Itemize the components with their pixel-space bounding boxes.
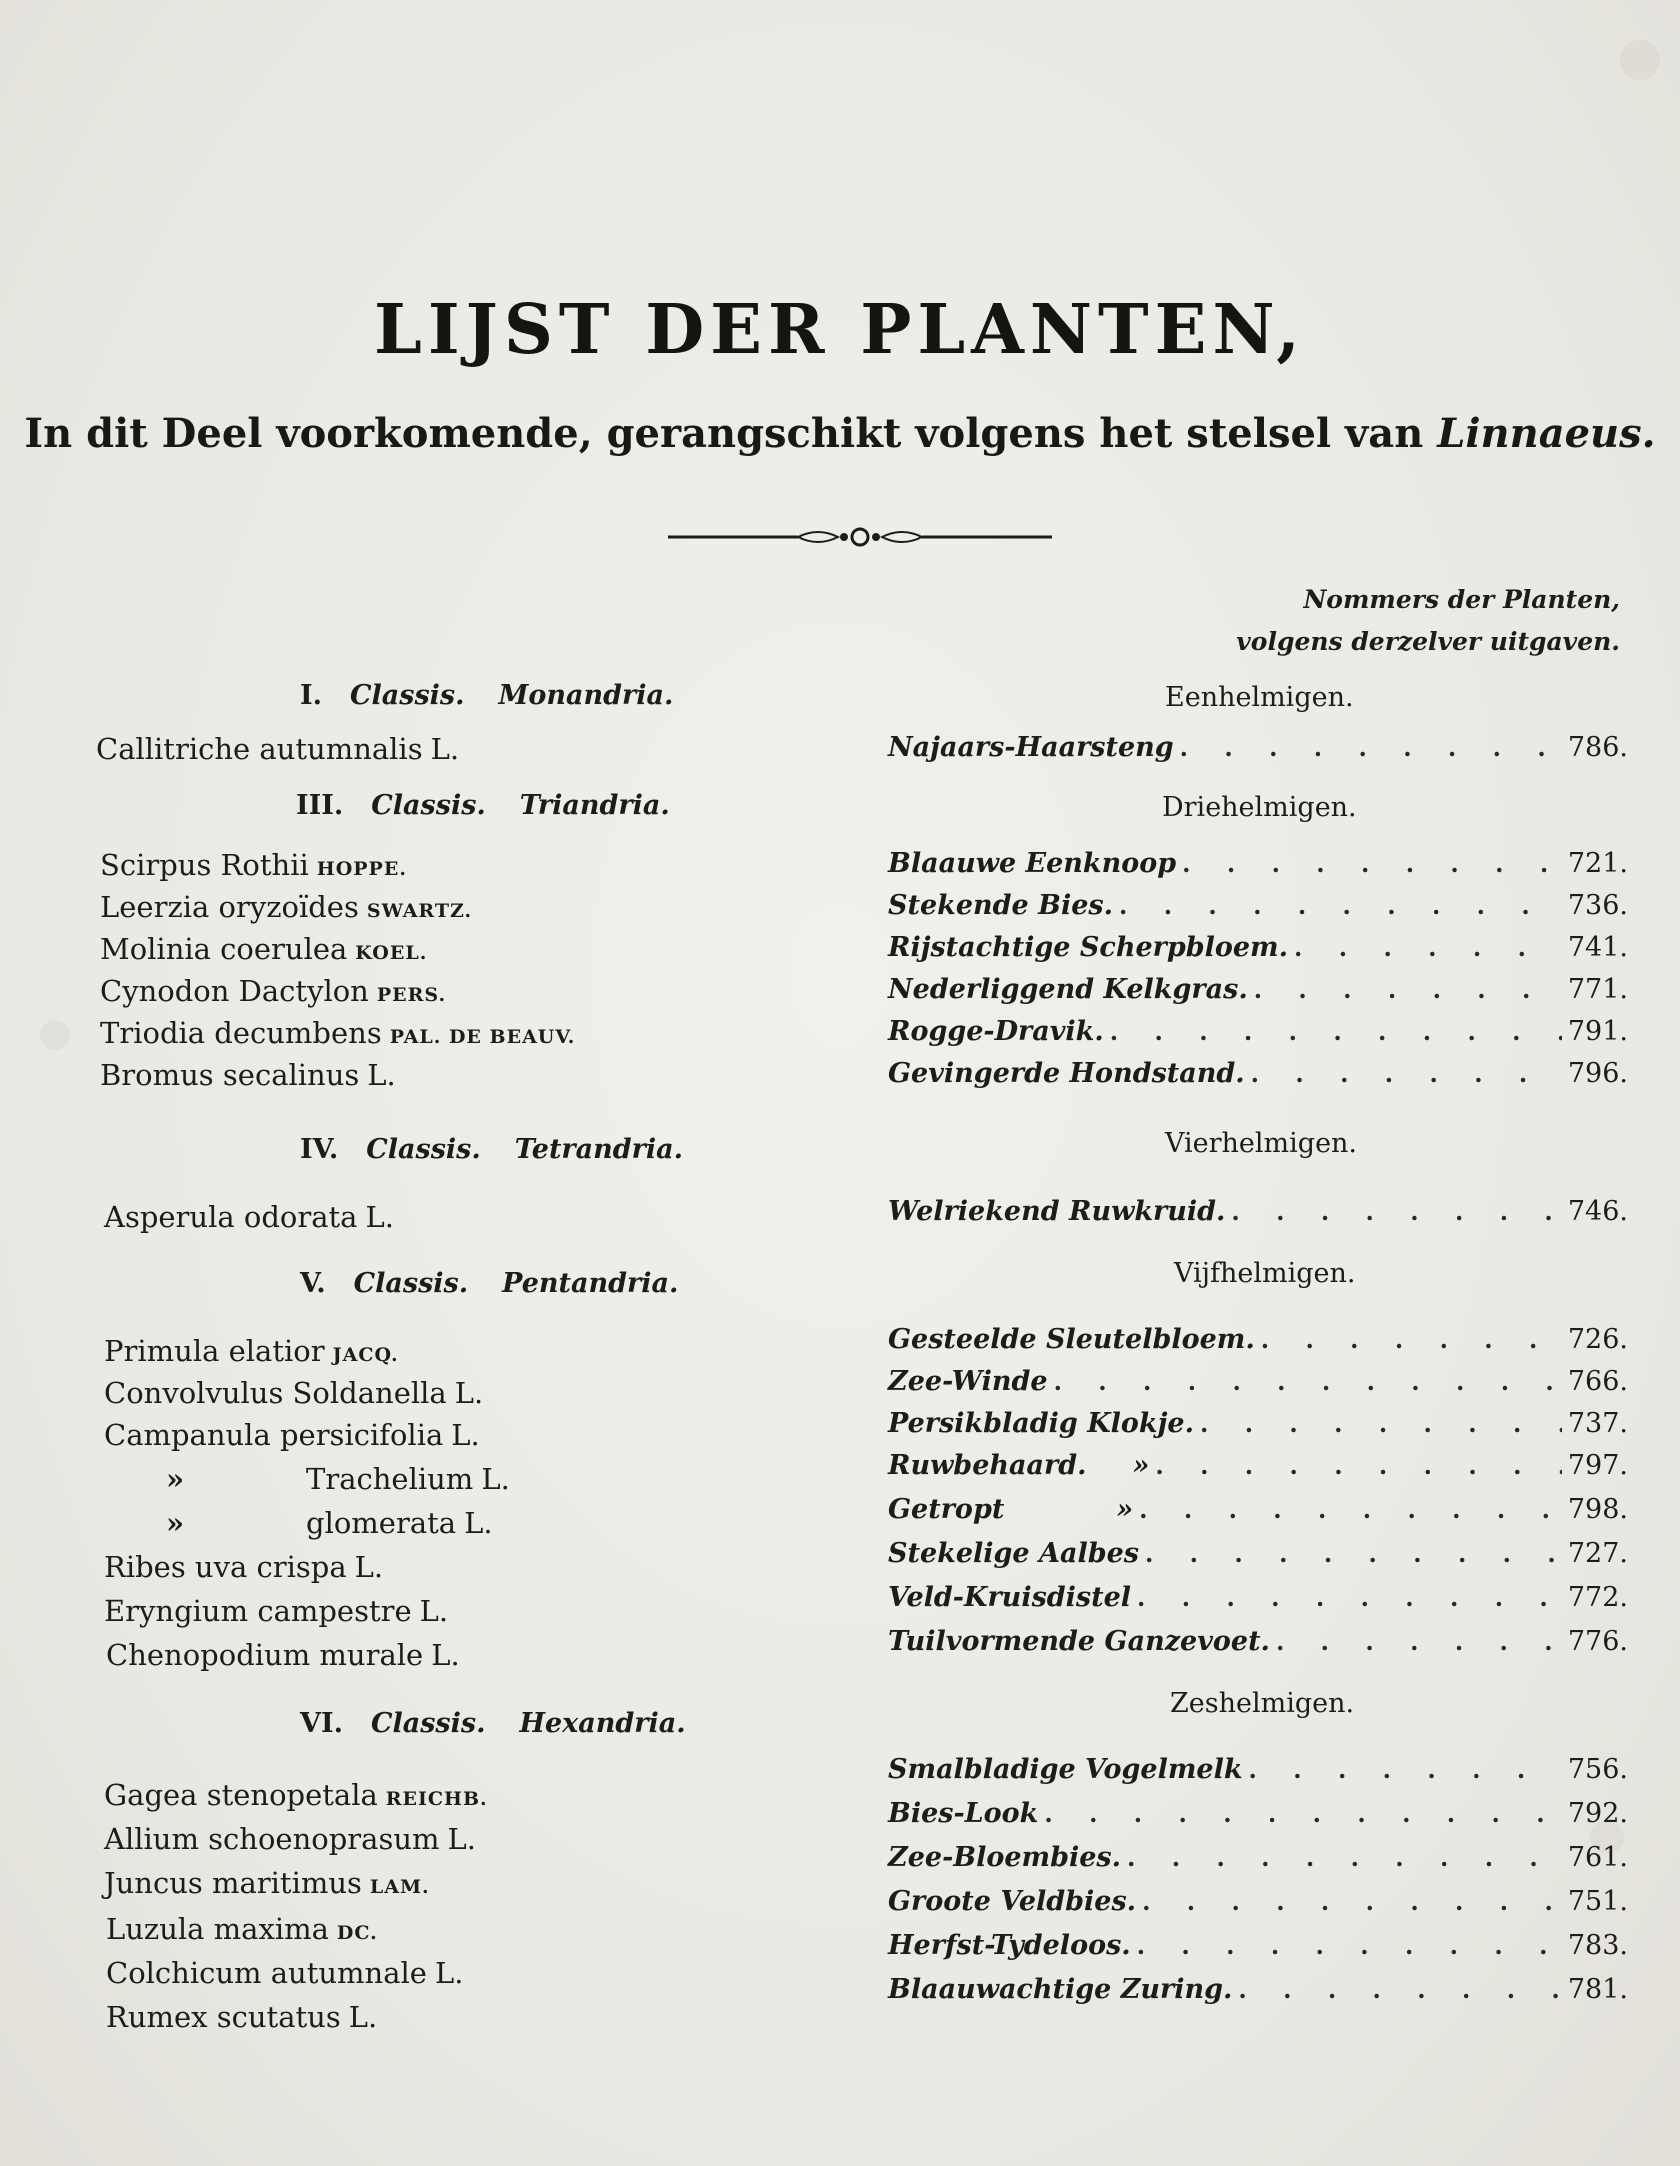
dutch-name: Ruwbehaard.: [888, 1450, 1087, 1481]
plant-number: 796.: [1567, 1058, 1628, 1089]
leader-dots: [1249, 1755, 1562, 1784]
plant-number: 721.: [1567, 848, 1628, 879]
dutch-plant-entry: [888, 1366, 1628, 1406]
classis-name: Hexandria.: [519, 1708, 686, 1739]
dutch-group-heading: Vijfhelmigen.: [1174, 1258, 1356, 1289]
dutch-plant-entry: [888, 1886, 1628, 1926]
plant-author: L.: [365, 1200, 394, 1234]
plant-author: PERS.: [376, 984, 447, 1006]
dutch-group-heading: Driehelmigen.: [1162, 792, 1357, 823]
leader-dots: [1155, 1451, 1562, 1480]
latin-name: Gagea stenopetala: [104, 1778, 378, 1812]
dutch-plant-entry: [888, 1974, 1628, 2014]
leader-dots: [1054, 1367, 1562, 1396]
dutch-plant-entry: [888, 1196, 1628, 1236]
latin-plant-name: [106, 2000, 377, 2034]
dutch-plant-entry: [888, 1450, 1628, 1490]
plant-number: 736.: [1567, 890, 1628, 921]
dutch-plant-entry: [888, 1324, 1628, 1364]
dutch-plant-entry: [888, 1582, 1628, 1622]
latin-plant-name: [100, 848, 407, 882]
dutch-name: Najaars-Haarsteng: [888, 732, 1174, 763]
subtitle-linnaeus: Linnaeus.: [1437, 410, 1656, 457]
leader-dots: [1180, 733, 1562, 762]
latin-plant-name: [104, 1866, 430, 1900]
dutch-group-heading: Vierhelmigen.: [1165, 1128, 1358, 1159]
latin-plant-name: [100, 890, 472, 924]
latin-plant-name: [104, 1418, 480, 1452]
leader-dots: [1238, 1975, 1561, 2004]
ditto-mark: »: [166, 1506, 185, 1540]
classis-number: III.: [296, 790, 344, 821]
page-subtitle: [0, 410, 1680, 457]
plant-author: L.: [451, 1418, 480, 1452]
plant-number: 781.: [1567, 1974, 1628, 2005]
plant-author: HOPPE.: [316, 858, 407, 880]
latin-name: glomerata: [306, 1506, 457, 1540]
dutch-plant-entry: [888, 1058, 1628, 1098]
plant-number: 791.: [1567, 1016, 1628, 1047]
ditto-mark: »: [166, 1462, 185, 1496]
dutch-plant-entry: [888, 1626, 1628, 1666]
classis-name: Pentandria.: [502, 1268, 679, 1299]
classis-number: VI.: [300, 1708, 343, 1739]
leader-dots: [1231, 1197, 1561, 1226]
latin-name: Scirpus Rothii: [100, 848, 309, 882]
column-header-line1: Nommers der Planten,: [1303, 585, 1620, 614]
plant-author: SWARTZ.: [366, 900, 473, 922]
plant-number: 741.: [1567, 932, 1628, 963]
latin-plant-name: [104, 1550, 383, 1584]
dutch-name: Bies-Look: [888, 1798, 1039, 1829]
plant-number: 783.: [1567, 1930, 1628, 1961]
classis-heading: [300, 1268, 678, 1299]
latin-name: Convolvulus Soldanella: [104, 1376, 447, 1410]
dutch-plant-entry: [888, 1016, 1628, 1056]
latin-plant-name: [100, 932, 427, 966]
latin-name: Ribes uva crispa: [104, 1550, 347, 1584]
dutch-plant-entry: [888, 974, 1628, 1014]
dutch-name: Welriekend Ruwkruid.: [888, 1196, 1226, 1227]
latin-plant-name: [104, 1778, 488, 1812]
dutch-name: Tuilvormende Ganzevoet.: [888, 1626, 1270, 1657]
dutch-plant-entry: [888, 1538, 1628, 1578]
latin-name: Leerzia oryzoïdes: [100, 890, 359, 924]
latin-name: Primula elatior: [104, 1334, 325, 1368]
plant-number: 792.: [1567, 1798, 1628, 1829]
page-title: LIJST DER PLANTEN,: [374, 290, 1306, 370]
classis-heading: [300, 1134, 683, 1165]
latin-plant-name: [104, 1594, 448, 1628]
plant-number: 756.: [1567, 1754, 1628, 1785]
classis-word: Classis.: [350, 680, 465, 711]
plant-author: KOEL.: [355, 942, 428, 964]
plant-number: 797.: [1567, 1450, 1628, 1481]
plant-number: 726.: [1567, 1324, 1628, 1355]
leader-dots: [1137, 1583, 1562, 1612]
plant-number: 727.: [1567, 1538, 1628, 1569]
plant-author: L.: [419, 1594, 449, 1628]
latin-plant-name: [104, 1200, 394, 1234]
plant-number: 737.: [1567, 1408, 1628, 1439]
plant-author: L.: [481, 1462, 510, 1496]
classis-word: Classis.: [366, 1134, 481, 1165]
plant-author: L.: [354, 1550, 384, 1584]
dutch-plant-entry: [888, 1408, 1628, 1448]
leader-dots: [1294, 933, 1562, 962]
ornament-divider-icon: [668, 522, 1052, 552]
classis-heading: [296, 790, 670, 821]
plant-number: 766.: [1567, 1366, 1628, 1397]
leader-dots: [1145, 1539, 1562, 1568]
dutch-ditto-mark: »: [1132, 1450, 1150, 1481]
latin-plant-name: [100, 1058, 396, 1092]
latin-name: Trachelium: [306, 1462, 474, 1496]
plant-author: L.: [447, 1822, 476, 1856]
leader-dots: [1254, 975, 1562, 1004]
classis-heading: [300, 680, 673, 711]
classis-name: Tetrandria.: [514, 1134, 684, 1165]
leader-dots: [1127, 1843, 1562, 1872]
subtitle-text: In dit Deel voorkomende, gerangschikt volgens het stelsel van: [24, 410, 1438, 457]
latin-plant-name: [106, 1912, 378, 1946]
dutch-group-heading: Zeshelmigen.: [1170, 1688, 1355, 1719]
dutch-name: Persikbladig Klokje.: [888, 1408, 1194, 1439]
plant-number: 761.: [1567, 1842, 1628, 1873]
plant-author: REICHB.: [385, 1788, 488, 1810]
latin-plant-name: [166, 1462, 510, 1496]
dutch-group-heading: Eenhelmigen.: [1165, 682, 1354, 713]
dutch-plant-entry: [888, 1842, 1628, 1882]
plant-number: 751.: [1567, 1886, 1628, 1917]
latin-name: Asperula odorata: [104, 1200, 358, 1234]
classis-number: V.: [300, 1268, 326, 1299]
classis-word: Classis.: [353, 1268, 469, 1299]
latin-name: Campanula persicifolia: [104, 1418, 444, 1452]
dutch-name: Groote Veldbies.: [888, 1886, 1137, 1917]
dutch-name: Zee-Bloembies.: [888, 1842, 1122, 1873]
dutch-plant-entry: [888, 848, 1628, 888]
latin-name: Callitriche autumnalis: [96, 732, 423, 766]
latin-plant-name: [166, 1506, 493, 1540]
plant-number: 786.: [1567, 732, 1628, 763]
plant-author: LAM.: [369, 1876, 430, 1898]
leader-dots: [1200, 1409, 1562, 1438]
classis-word: Classis.: [370, 1708, 486, 1739]
plant-author: L.: [430, 732, 460, 766]
plant-author: JACQ.: [332, 1344, 399, 1366]
dutch-plant-entry: [888, 732, 1628, 772]
latin-plant-name: [106, 1956, 463, 1990]
classis-number: IV.: [300, 1134, 339, 1165]
dutch-name: Zee-Winde: [888, 1366, 1048, 1397]
leader-dots: [1142, 1887, 1562, 1916]
dutch-plant-entry: [888, 1930, 1628, 1970]
dutch-plant-entry: [888, 1494, 1628, 1534]
latin-name: Allium schoenoprasum: [104, 1822, 440, 1856]
latin-plant-name: [106, 1638, 460, 1672]
leader-dots: [1137, 1931, 1562, 1960]
dutch-name: Rijstachtige Scherpbloem.: [888, 932, 1289, 963]
plant-author: L.: [431, 1638, 460, 1672]
dutch-name: Nederliggend Kelkgras.: [888, 974, 1248, 1005]
plant-number: 771.: [1567, 974, 1628, 1005]
latin-plant-name: [104, 1334, 399, 1368]
latin-plant-name: [96, 732, 459, 766]
dutch-name: Stekelige Aalbes: [888, 1538, 1139, 1569]
latin-name: Cynodon Dactylon: [100, 974, 369, 1008]
dutch-name: Blaauwachtige Zuring.: [888, 1974, 1233, 2005]
latin-name: Colchicum autumnale: [106, 1956, 427, 1990]
dutch-name: Gesteelde Sleutelbloem.: [888, 1324, 1255, 1355]
plant-author: L.: [454, 1376, 484, 1410]
latin-name: Luzula maxima: [106, 1912, 329, 1946]
dutch-name: Getropt: [888, 1494, 1005, 1525]
latin-name: Triodia decumbens: [100, 1016, 382, 1050]
dutch-name: Rogge-Dravik.: [888, 1016, 1104, 1047]
latin-plant-name: [100, 974, 446, 1008]
dutch-plant-entry: [888, 932, 1628, 972]
paper-stain: [40, 1020, 70, 1050]
classis-name: Monandria.: [498, 680, 674, 711]
plant-number: 776.: [1567, 1626, 1628, 1657]
leader-dots: [1276, 1627, 1562, 1656]
leader-dots: [1119, 891, 1562, 920]
leader-dots: [1182, 849, 1562, 878]
latin-name: Chenopodium murale: [106, 1638, 424, 1672]
classis-number: I.: [300, 680, 323, 711]
latin-name: Molinia coerulea: [100, 932, 348, 966]
dutch-plant-entry: [888, 1754, 1628, 1794]
paper-stain: [1620, 40, 1660, 80]
dutch-name: Blaauwe Eenknoop: [888, 848, 1177, 879]
dutch-name: Smalbladige Vogelmelk: [888, 1754, 1243, 1785]
latin-name: Bromus secalinus: [100, 1058, 360, 1092]
dutch-name: Veld-Kruisdistel: [888, 1582, 1132, 1613]
leader-dots: [1044, 1799, 1562, 1828]
latin-plant-name: [104, 1822, 476, 1856]
plant-author: L.: [367, 1058, 396, 1092]
latin-name: Juncus maritimus: [104, 1866, 362, 1900]
latin-plant-name: [100, 1016, 575, 1050]
plant-author: L.: [348, 2000, 378, 2034]
latin-name: Eryngium campestre: [104, 1594, 412, 1628]
latin-name: Rumex scutatus: [106, 2000, 341, 2034]
dutch-name: Gevingerde Hondstand.: [888, 1058, 1245, 1089]
dutch-name: Herfst-Tydeloos.: [888, 1930, 1131, 1961]
leader-dots: [1251, 1059, 1562, 1088]
dutch-plant-entry: [888, 890, 1628, 930]
classis-word: Classis.: [371, 790, 486, 821]
classis-heading: [300, 1708, 686, 1739]
plant-number: 798.: [1567, 1494, 1628, 1525]
plant-author: DC.: [336, 1922, 378, 1944]
plant-author: PAL. DE BEAUV.: [389, 1026, 576, 1048]
plant-number: 746.: [1567, 1196, 1628, 1227]
dutch-ditto-mark: »: [1116, 1494, 1134, 1525]
leader-dots: [1110, 1017, 1562, 1046]
latin-plant-name: [104, 1376, 483, 1410]
classis-name: Triandria.: [519, 790, 670, 821]
leader-dots: [1139, 1495, 1562, 1524]
leader-dots: [1261, 1325, 1562, 1354]
plant-author: L.: [434, 1956, 464, 1990]
plant-number: 772.: [1567, 1582, 1628, 1613]
dutch-name: Stekende Bies.: [888, 890, 1113, 921]
plant-author: L.: [464, 1506, 493, 1540]
column-header-line2: volgens derzelver uitgaven.: [1236, 627, 1620, 656]
dutch-plant-entry: [888, 1798, 1628, 1838]
